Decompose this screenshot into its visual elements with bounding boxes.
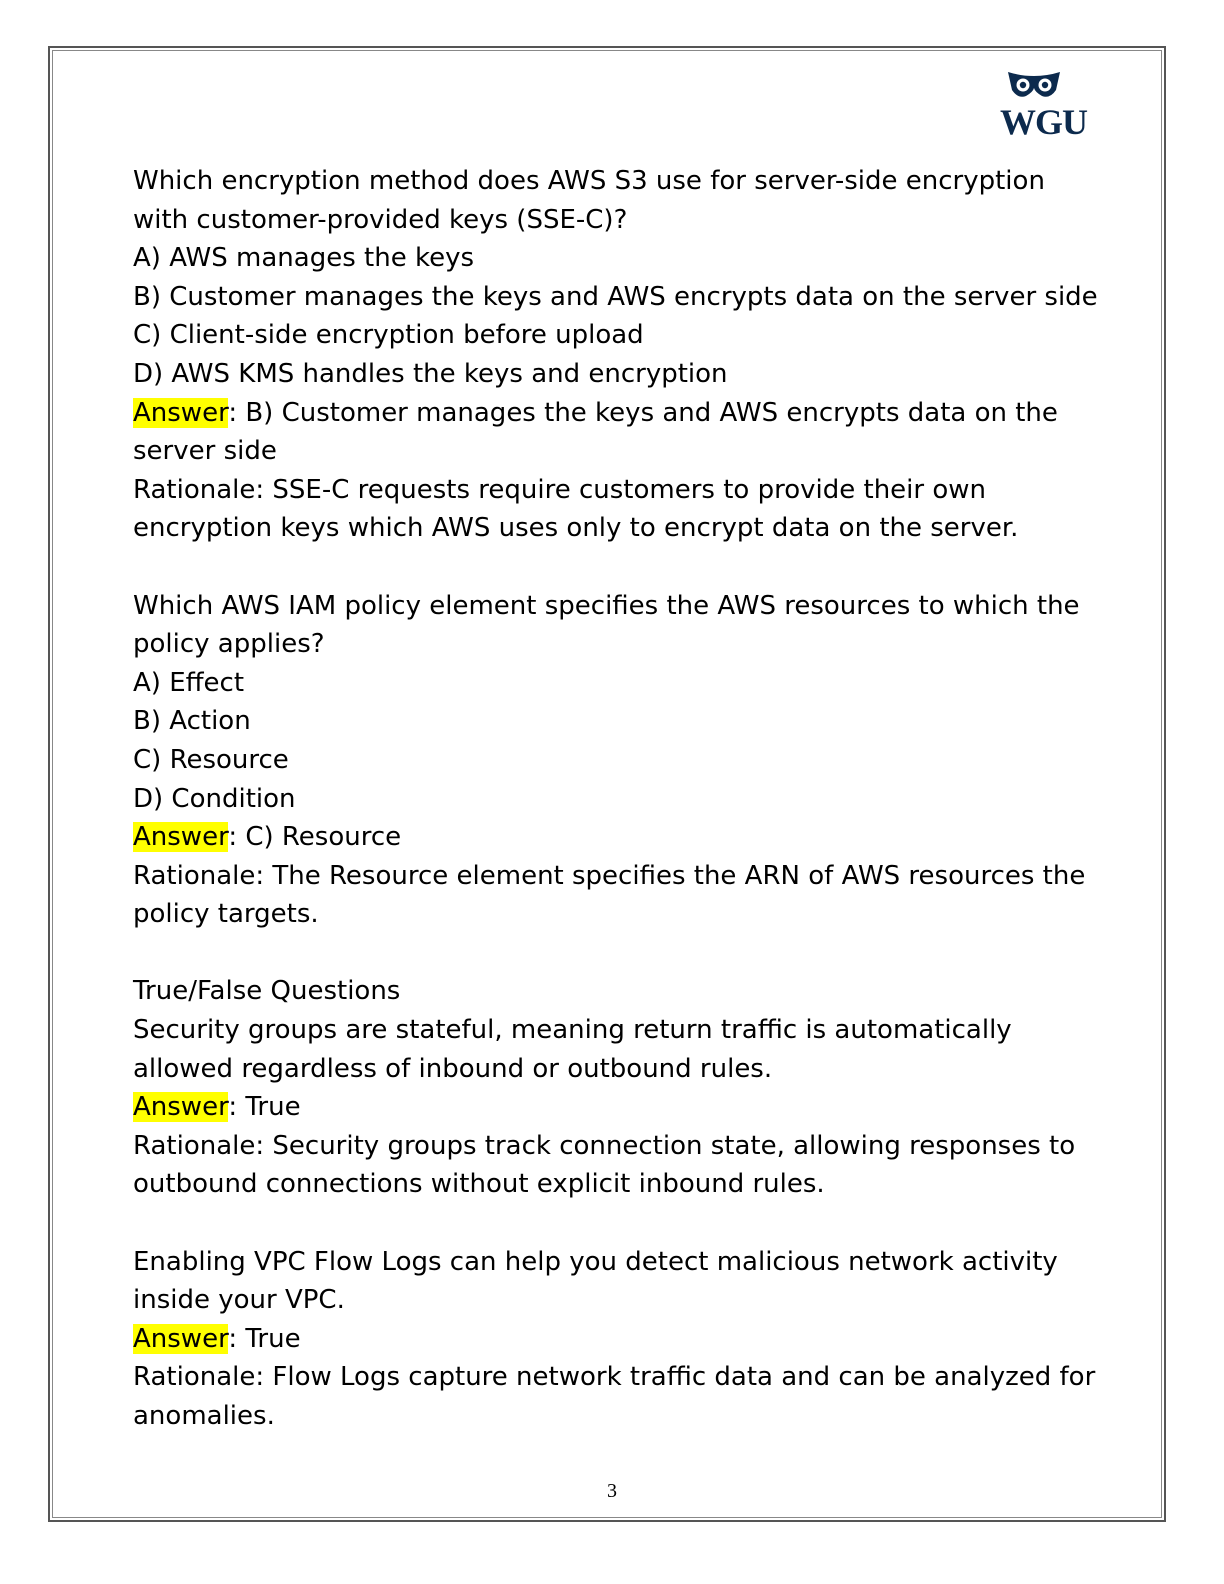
answer-label: Answer [133,1092,229,1123]
answer-line [133,1088,1093,1127]
page-number: 3 [607,1480,617,1502]
rationale-text: Rationale: The Resource element specifies the ARN of AWS resources the [133,860,1086,891]
answer-option: C) Resource [133,744,289,775]
question-block [133,162,1098,548]
question-stem: inside your VPC. [133,1285,345,1316]
spacer [133,934,1093,973]
answer-option: C) Client-side encryption before upload [133,320,644,351]
answer-line [133,1320,1093,1359]
rationale-text: policy targets. [133,899,319,930]
answer-line [133,818,1093,857]
answer-label: Answer [133,822,229,853]
answer-label: Answer [133,397,229,428]
question-stem: Enabling VPC Flow Logs can help you detect malicious network activity [133,1246,1058,1277]
question-stem: policy applies? [133,629,325,660]
rationale-text: outbound connections without explicit inbound rules. [133,1169,825,1200]
question-stem: allowed regardless of inbound or outbound rules. [133,1053,773,1084]
answer-line [133,394,1093,433]
document-body [133,162,1098,1436]
section-heading: True/False Questions [133,976,401,1007]
answer-label: Answer [133,1323,229,1354]
answer-text: : C) Resource [228,822,402,853]
question-block [133,587,1093,934]
answer-option: A) Effect [133,667,245,698]
question-stem: Which encryption method does AWS S3 use for server-side encryption [133,166,1045,196]
question-stem: Security groups are stateful, meaning return traffic is automatically [133,1015,1012,1046]
rationale-text: anomalies. [133,1401,275,1431]
answer-option: D) AWS KMS handles the keys and encryption [133,358,728,389]
answer-option: B) Customer manages the keys and AWS encrypts data on the server side [133,281,1098,312]
answer-text: : True [228,1323,301,1354]
tf-question-block [133,1011,1093,1204]
rationale-text: Rationale: Flow Logs capture network traffic data and can be analyzed for [133,1362,1096,1393]
answer-text: : True [228,1092,301,1123]
owl-icon [1004,70,1064,100]
answer-option: B) Action [133,706,251,737]
rationale-text: Rationale: Security groups track connection state, allowing responses to [133,1130,1076,1161]
rationale-text: Rationale: SSE-C requests require customers to provide their own [133,474,986,505]
spacer [133,1204,1093,1243]
answer-option: D) Condition [133,783,296,814]
spacer [133,548,1093,587]
logo-wordmark: WGU [1000,102,1087,142]
wgu-logo [1000,70,1087,142]
answer-text: : B) Customer manages the keys and AWS encrypts data on the [228,397,1058,428]
question-stem: with customer-provided keys (SSE-C)? [133,204,628,235]
answer-option: A) AWS manages the keys [133,243,475,274]
tf-question-block [133,1243,1096,1436]
answer-text: server side [133,436,277,467]
true-false-section [133,972,1096,1435]
rationale-text: encryption keys which AWS uses only to encrypt data on the server. [133,513,1019,544]
question-stem: Which AWS IAM policy element specifies the AWS resources to which the [133,590,1080,621]
